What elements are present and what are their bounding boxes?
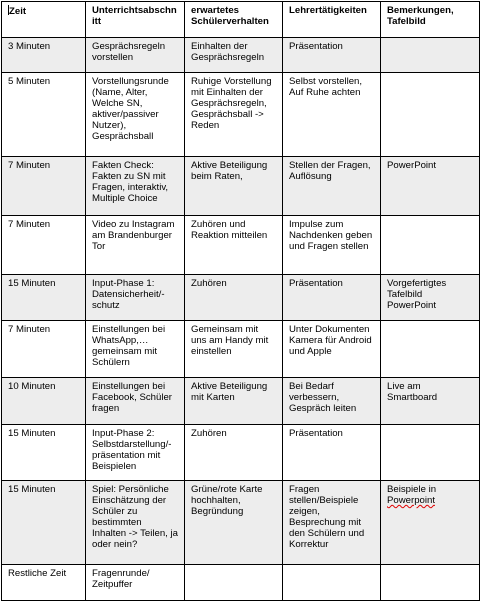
header-notes: Bemerkungen, Tafelbild (381, 2, 480, 38)
table-row (2, 481, 480, 565)
cell-time: 10 Minuten (2, 378, 86, 425)
cell-time: 7 Minuten (2, 157, 86, 216)
cell-time: 7 Minuten (2, 216, 86, 275)
cell-notes: Vorgefertigtes Tafelbild PowerPoint (381, 275, 480, 321)
cell-behavior: Gemeinsam mit uns am Handy mit einstellen (185, 321, 283, 378)
cell-time: Restliche Zeit (2, 565, 86, 601)
cell-time: 3 Minuten (2, 38, 86, 73)
cell-behavior (185, 565, 283, 601)
table-row (2, 321, 480, 378)
cell-behavior: Zuhören und Reaktion mitteilen (185, 216, 283, 275)
cell-behavior: Grüne/rote Karte hochhalten, Begründung (185, 481, 283, 565)
cell-time: 15 Minuten (2, 425, 86, 481)
lesson-plan-table (1, 1, 480, 601)
cell-time: 5 Minuten (2, 73, 86, 157)
cell-section: Spiel: Persönliche Einschätzung der Schüler zu bestimmten Inhalten -> Teilen, ja oder nein? (86, 481, 185, 565)
header-teacher: Lehrertätigkeiten (283, 2, 381, 38)
cell-notes: PowerPoint (381, 157, 480, 216)
cell-behavior: Aktive Beteiligung mit Karten (185, 378, 283, 425)
cell-notes (381, 481, 480, 565)
cell-behavior: Zuhören (185, 275, 283, 321)
cell-teacher (283, 565, 381, 601)
cell-notes (381, 321, 480, 378)
cell-section: Video zu Instagram am Brandenburger Tor (86, 216, 185, 275)
cell-notes: Live am Smartboard (381, 378, 480, 425)
cell-teacher: Präsentation (283, 38, 381, 73)
cell-teacher: Selbst vorstellen, Auf Ruhe achten (283, 73, 381, 157)
cell-teacher: Präsentation (283, 425, 381, 481)
table-row (2, 157, 480, 216)
table-row (2, 275, 480, 321)
cell-teacher: Stellen der Fragen, Auflösung (283, 157, 381, 216)
cell-teacher: Bei Bedarf verbessern, Gespräch leiten (283, 378, 381, 425)
header-row (2, 2, 480, 38)
cell-teacher: Präsentation (283, 275, 381, 321)
cell-time: 15 Minuten (2, 275, 86, 321)
cell-notes (381, 216, 480, 275)
header-time-label: Zeit (9, 6, 27, 17)
cell-notes (381, 38, 480, 73)
cell-section: Einstellungen bei Facebook, Schüler fragen (86, 378, 185, 425)
cell-section: Input-Phase 1: Datensicherheit/-schutz (86, 275, 185, 321)
cell-notes (381, 425, 480, 481)
table-row (2, 378, 480, 425)
table-row (2, 565, 480, 601)
cell-notes (381, 73, 480, 157)
header-behavior: erwartetes Schülerverhalten (185, 2, 283, 38)
cell-teacher: Impulse zum Nachdenken geben und Fragen stellen (283, 216, 381, 275)
cell-teacher: Fragen stellen/Beispiele zeigen, Besprechung mit den Schülern und Korrektur (283, 481, 381, 565)
cell-time: 15 Minuten (2, 481, 86, 565)
header-section: Unterrichtsabschnitt (86, 2, 185, 38)
cell-section: Gesprächsregeln vorstellen (86, 38, 185, 73)
cell-section: Fakten Check: Fakten zu SN mit Fragen, interaktiv, Multiple Choice (86, 157, 185, 216)
header-time (2, 2, 86, 38)
cell-time: 7 Minuten (2, 321, 86, 378)
spellcheck-flagged-word: Powerpoint (387, 495, 435, 506)
cell-section: Input-Phase 2: Selbstdarstellung/-präsentation mit Beispielen (86, 425, 185, 481)
cell-behavior: Zuhören (185, 425, 283, 481)
cell-section: Vorstellungsrunde (Name, Alter, Welche SN, aktiver/passiver Nutzer), Gesprächsball (86, 73, 185, 157)
cell-section: Einstellungen bei WhatsApp,… gemeinsam mit Schülern (86, 321, 185, 378)
cell-teacher: Unter Dokumenten Kamera für Android und Apple (283, 321, 381, 378)
cell-behavior: Aktive Beteiligung beim Raten, (185, 157, 283, 216)
table-row (2, 73, 480, 157)
cell-behavior: Ruhige Vorstellung mit Einhalten der Gesprächsregeln, Gesprächsball -> Reden (185, 73, 283, 157)
cell-section: Fragenrunde/ Zeitpuffer (86, 565, 185, 601)
cell-notes (381, 565, 480, 601)
table-row (2, 38, 480, 73)
table-row (2, 425, 480, 481)
cell-behavior: Einhalten der Gesprächsregeln (185, 38, 283, 73)
table-row (2, 216, 480, 275)
notes-prefix: Beispiele in (387, 484, 437, 495)
